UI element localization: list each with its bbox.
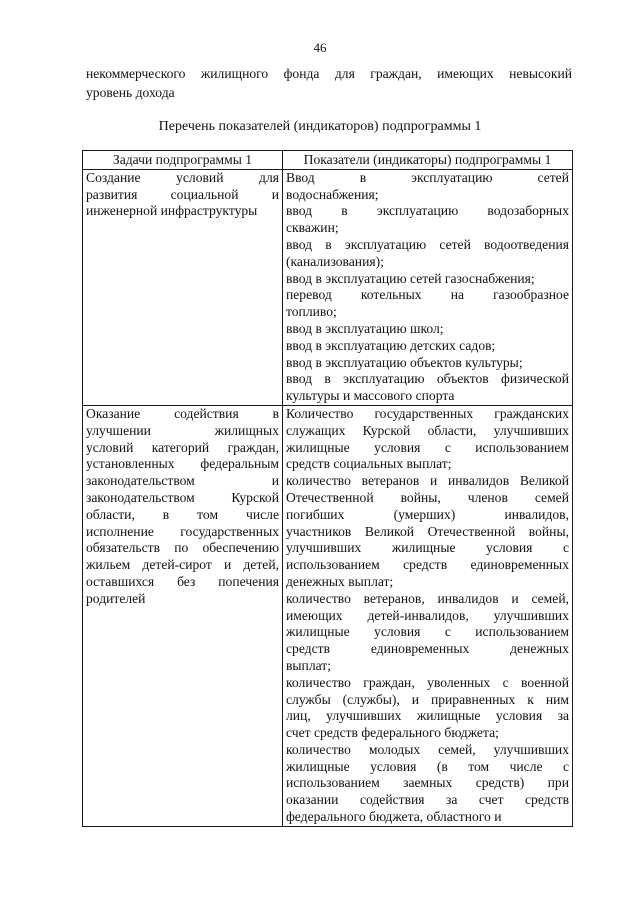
intro-line: уровень дохода <box>86 85 175 100</box>
indicators-cell <box>283 169 573 405</box>
indicator-text-line: скважин; <box>286 220 339 236</box>
indicator-text-line: жилищные условия с использованием <box>286 624 569 640</box>
indicator-text-line: Отечественной войны, членов семей <box>286 489 569 505</box>
intro-line: некоммерческого жилищного фонда для граждан, имеющих невысокий <box>86 66 572 81</box>
indicator-text-line: ввод в эксплуатацию школ; <box>286 320 444 336</box>
indicators-cell <box>283 405 573 826</box>
indicator-text-line: количество граждан, уволенных с военной <box>286 674 569 690</box>
indicator-text-line: жилищные условия с использованием <box>286 439 569 455</box>
indicator-text-line: Ввод в эксплуатацию сетей <box>286 169 569 185</box>
indicator-item <box>286 675 569 742</box>
indicator-text-line: ввод в эксплуатацию объектов физической <box>286 371 569 387</box>
indicator-text-line: средств единовременных денежных <box>286 641 569 657</box>
indicator-text-line: выплат; <box>286 657 332 673</box>
indicator-item <box>286 237 569 271</box>
indicator-item <box>286 355 569 372</box>
indicator-text-line: количество ветеранов, инвалидов и семей, <box>286 590 569 606</box>
task-text-line: Создание условий для <box>86 169 279 185</box>
indicator-item <box>286 203 569 237</box>
indicator-text-line: ввод в эксплуатацию сетей газоснабжения; <box>286 270 535 286</box>
indicator-text-line: водоснабжения; <box>286 186 379 202</box>
task-text-line: жильем детей-сирот и детей, <box>86 557 279 573</box>
task-text-line: законодательством и <box>86 473 279 489</box>
task-text-line: родителей <box>86 590 146 606</box>
task-cell <box>83 169 283 405</box>
indicator-text-line: количество молодых семей, улучшивших <box>286 741 569 757</box>
table-row <box>83 405 573 826</box>
indicator-item <box>286 271 569 288</box>
indicator-item <box>286 406 569 473</box>
task-text-line: инженерной инфраструктуры <box>86 203 258 219</box>
table-title: Перечень показателей (индикаторов) подпрограммы 1 <box>158 119 482 134</box>
indicator-item <box>286 338 569 355</box>
task-text-line: условий категорий граждан, <box>86 439 279 455</box>
indicator-item <box>286 371 569 405</box>
task-text-line: законодательством Курской <box>86 489 279 505</box>
indicator-text-line: денежных выплат; <box>286 573 394 589</box>
indicator-text-line: использованием средств единовременных <box>286 557 569 573</box>
indicator-item <box>286 170 569 204</box>
indicator-text-line: службы (службы), и приравненных к ним <box>286 691 569 707</box>
indicator-text-line: ввод в эксплуатацию водозаборных <box>286 203 569 219</box>
indicator-text-line: ввод в эксплуатацию объектов культуры; <box>286 354 523 370</box>
table-row <box>83 169 573 405</box>
table-header-row <box>83 151 573 170</box>
indicator-text-line: оказании содействия за счет средств <box>286 792 569 808</box>
indicator-text-line: средств социальных выплат; <box>286 456 452 472</box>
indicator-item <box>286 287 569 321</box>
task-cell <box>83 405 283 826</box>
indicator-text-line: участников Великой Отечественной войны, <box>286 523 569 539</box>
task-text-line: области, в том числе <box>86 506 279 522</box>
task-text-line: исполнение государственных <box>86 523 279 539</box>
indicator-item <box>286 321 569 338</box>
header-indicators: Показатели (индикаторы) подпрограммы 1 <box>283 151 573 170</box>
indicator-text-line: федерального бюджета, областного и <box>286 809 502 825</box>
indicator-text-line: ввод в эксплуатацию сетей водоотведения <box>286 236 569 252</box>
task-text-line: установленных федеральным <box>86 456 279 472</box>
indicator-text-line: количество ветеранов и инвалидов Великой <box>286 473 569 489</box>
indicator-text-line: имеющих детей-инвалидов, улучшивших <box>286 607 569 623</box>
indicator-text-line: культуры и массового спорта <box>286 388 455 404</box>
indicators-table <box>82 150 573 827</box>
indicator-text-line: использованием заемных средств) при <box>286 775 569 791</box>
indicator-text-line: ввод в эксплуатацию детских садов; <box>286 337 496 353</box>
task-text-line: развития социальной и <box>86 186 279 202</box>
indicator-text-line: топливо; <box>286 304 337 320</box>
indicator-item <box>286 742 569 826</box>
indicator-item <box>286 473 569 591</box>
task-text-line: обязательств по обеспечению <box>86 540 279 556</box>
indicator-item <box>286 591 569 675</box>
indicator-text-line: (канализования); <box>286 253 384 269</box>
indicator-text-line: служащих Курской области, улучшивших <box>286 422 569 438</box>
indicator-text-line: улучшивших жилищные условия с <box>286 540 569 556</box>
task-text-line: оставшихся без попечения <box>86 573 279 589</box>
indicator-text-line: погибших (умерших) инвалидов, <box>286 506 569 522</box>
intro-paragraph <box>86 64 572 102</box>
task-text-line: Оказание содействия в <box>86 405 279 421</box>
page-number: 46 <box>313 40 327 55</box>
indicator-text-line: лиц, улучшивших жилищные условия за <box>286 708 569 724</box>
indicator-text-line: жилищные условия (в том числе с <box>286 758 569 774</box>
indicator-text-line: перевод котельных на газообразное <box>286 287 569 303</box>
indicator-text-line: Количество государственных гражданских <box>286 405 569 421</box>
header-tasks: Задачи подпрограммы 1 <box>83 151 283 170</box>
indicator-text-line: счет средств федерального бюджета; <box>286 725 499 741</box>
task-text-line: улучшении жилищных <box>86 422 279 438</box>
